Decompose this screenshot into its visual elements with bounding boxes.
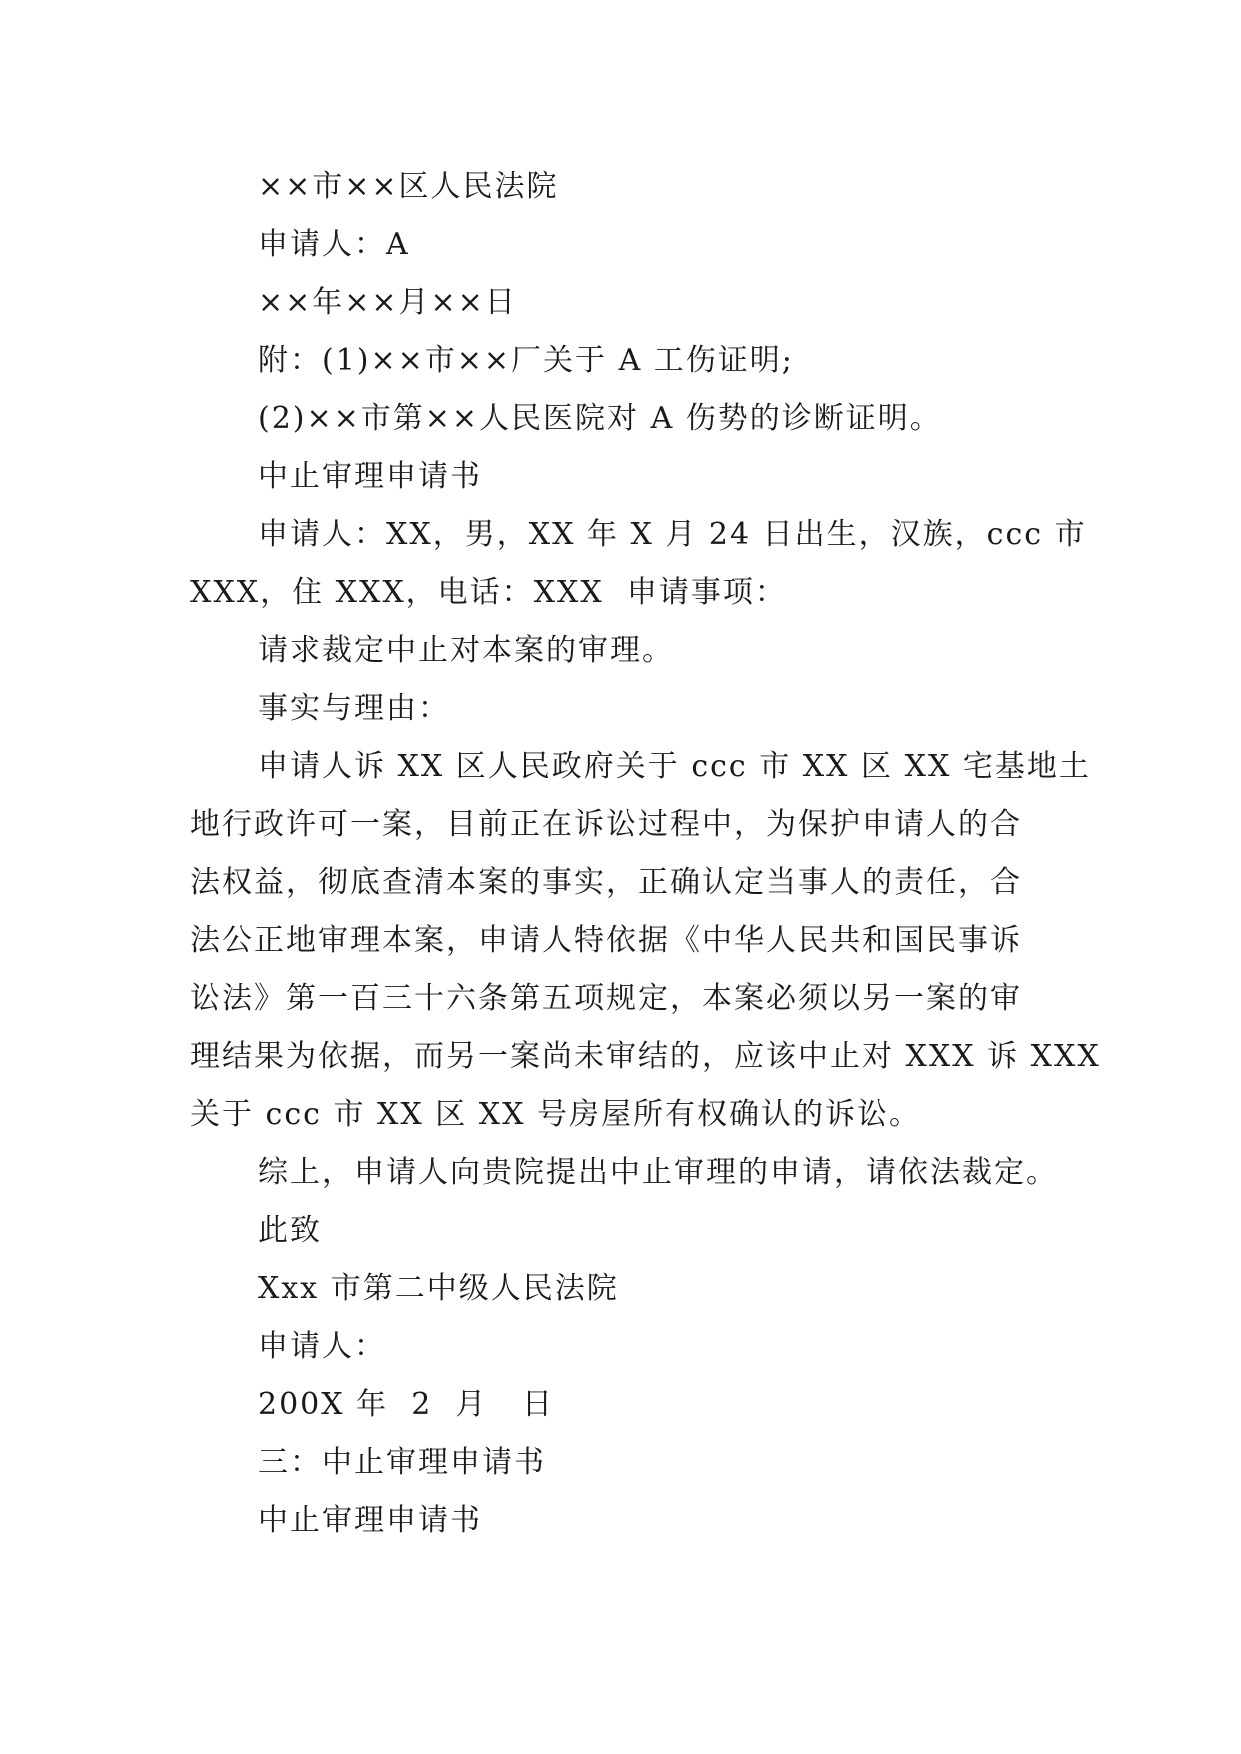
applicant-info-line-2: XXX，住 XXX，电话：XXX 申请事项： (190, 575, 787, 610)
request-line: 请求裁定中止对本案的审理。 (258, 633, 674, 668)
section-three-heading: 三：中止审理申请书 (258, 1445, 546, 1480)
document-title: 中止审理申请书 (258, 459, 482, 494)
date-a-line: ××年××月××日 (258, 285, 517, 320)
facts-body-line-1: 申请人诉 XX 区人民政府关于 ccc 市 XX 区 XX 宅基地土 (258, 749, 1091, 784)
court-header: ××市××区人民法院 (258, 169, 559, 204)
attachment-2: (2)××市第××人民医院对 A 伤势的诊断证明。 (258, 401, 942, 436)
applicant-a-line: 申请人：A (258, 227, 410, 262)
attachment-1: 附：(1)××市××厂关于 A 工伤证明; (258, 343, 794, 378)
document-body (190, 158, 1101, 1550)
facts-body-line-2: 地行政许可一案，目前正在诉讼过程中，为保护申请人的合 (190, 807, 1022, 842)
facts-body-line-5: 讼法》第一百三十六条第五项规定，本案必须以另一案的审 (190, 981, 1022, 1016)
facts-body-line-4: 法公正地审理本案，申请人特依据《中华人民共和国民事诉 (190, 923, 1022, 958)
facts-body-line-3: 法权益，彻底查清本案的事实，正确认定当事人的责任，合 (190, 865, 1022, 900)
salutation: 此致 (258, 1213, 322, 1248)
date-b-line: 200X 年 2 月 日 (258, 1387, 554, 1422)
facts-body-line-6: 理结果为依据，而另一案尚未审结的，应该中止对 XXX 诉 XXX (190, 1039, 1101, 1074)
recipient-court: Xxx 市第二中级人民法院 (258, 1271, 619, 1306)
facts-body-line-7: 关于 ccc 市 XX 区 XX 号房屋所有权确认的诉讼。 (190, 1097, 922, 1132)
facts-heading: 事实与理由： (258, 691, 450, 726)
document-title-2: 中止审理申请书 (258, 1503, 482, 1538)
applicant-info-line-1: 申请人：XX，男，XX 年 X 月 24 日出生，汉族，ccc 市 (258, 517, 1087, 552)
applicant-signature: 申请人： (258, 1329, 386, 1364)
conclusion-line: 综上，申请人向贵院提出中止审理的申请，请依法裁定。 (258, 1155, 1058, 1190)
